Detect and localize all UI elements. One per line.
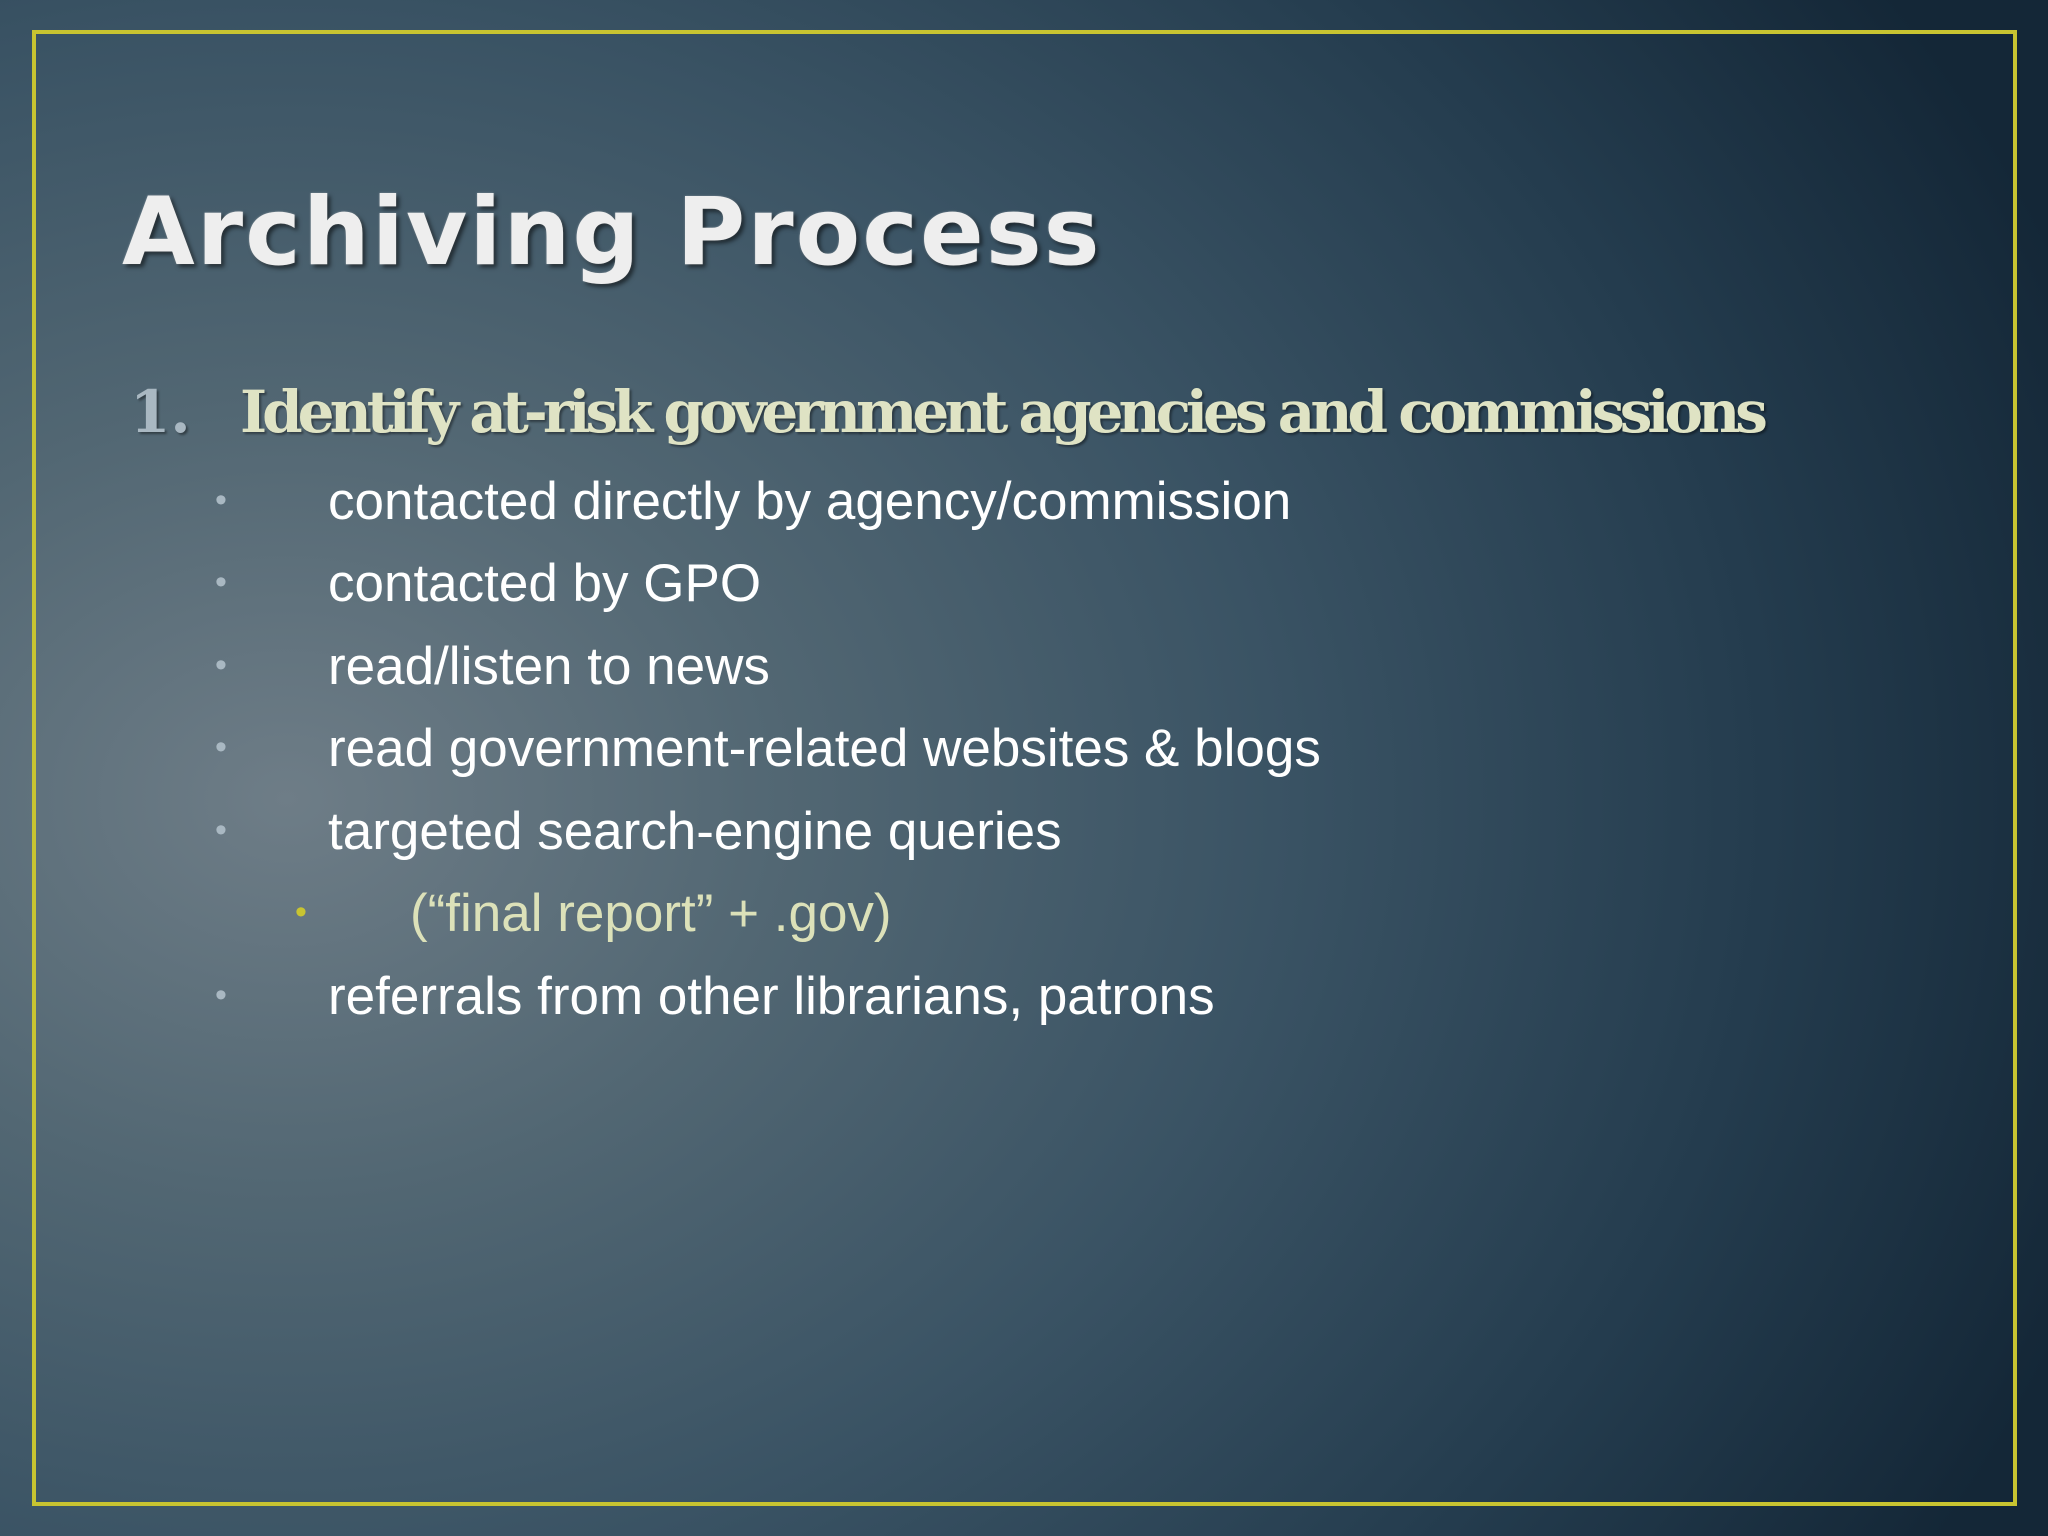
bullet-dot-icon: • — [215, 563, 227, 601]
bullet-dot-icon: • — [215, 646, 227, 684]
bullet-item — [215, 637, 770, 696]
bullet-text: contacted directly by agency/commission — [328, 472, 1292, 531]
bullet-text: contacted by GPO — [328, 554, 762, 613]
sub-bullet-dot-icon: • — [295, 893, 307, 931]
bullet-dot-icon: • — [215, 811, 227, 849]
bullet-text: read/listen to news — [328, 637, 770, 696]
bullet-text: targeted search-engine queries — [328, 802, 1062, 861]
bullet-item — [215, 472, 1292, 531]
bullet-text: read government-related websites & blogs — [328, 719, 1321, 778]
bullet-item — [215, 967, 1215, 1026]
bullet-item — [215, 554, 762, 613]
bullet-item — [215, 802, 1062, 861]
bullet-text: referrals from other librarians, patrons — [328, 967, 1215, 1026]
slide-title: Archiving Process — [122, 178, 1102, 287]
item-heading: Identify at-risk government agencies and commissions — [240, 378, 1763, 446]
numbered-item — [130, 378, 1763, 446]
bullet-dot-icon: • — [215, 976, 227, 1014]
sub-bullet-item — [295, 884, 892, 943]
sub-bullet-text: (“final report” + .gov) — [410, 884, 892, 943]
bullet-dot-icon: • — [215, 481, 227, 519]
bullet-dot-icon: • — [215, 728, 227, 766]
item-number: 1. — [130, 378, 191, 446]
bullet-item — [215, 719, 1321, 778]
